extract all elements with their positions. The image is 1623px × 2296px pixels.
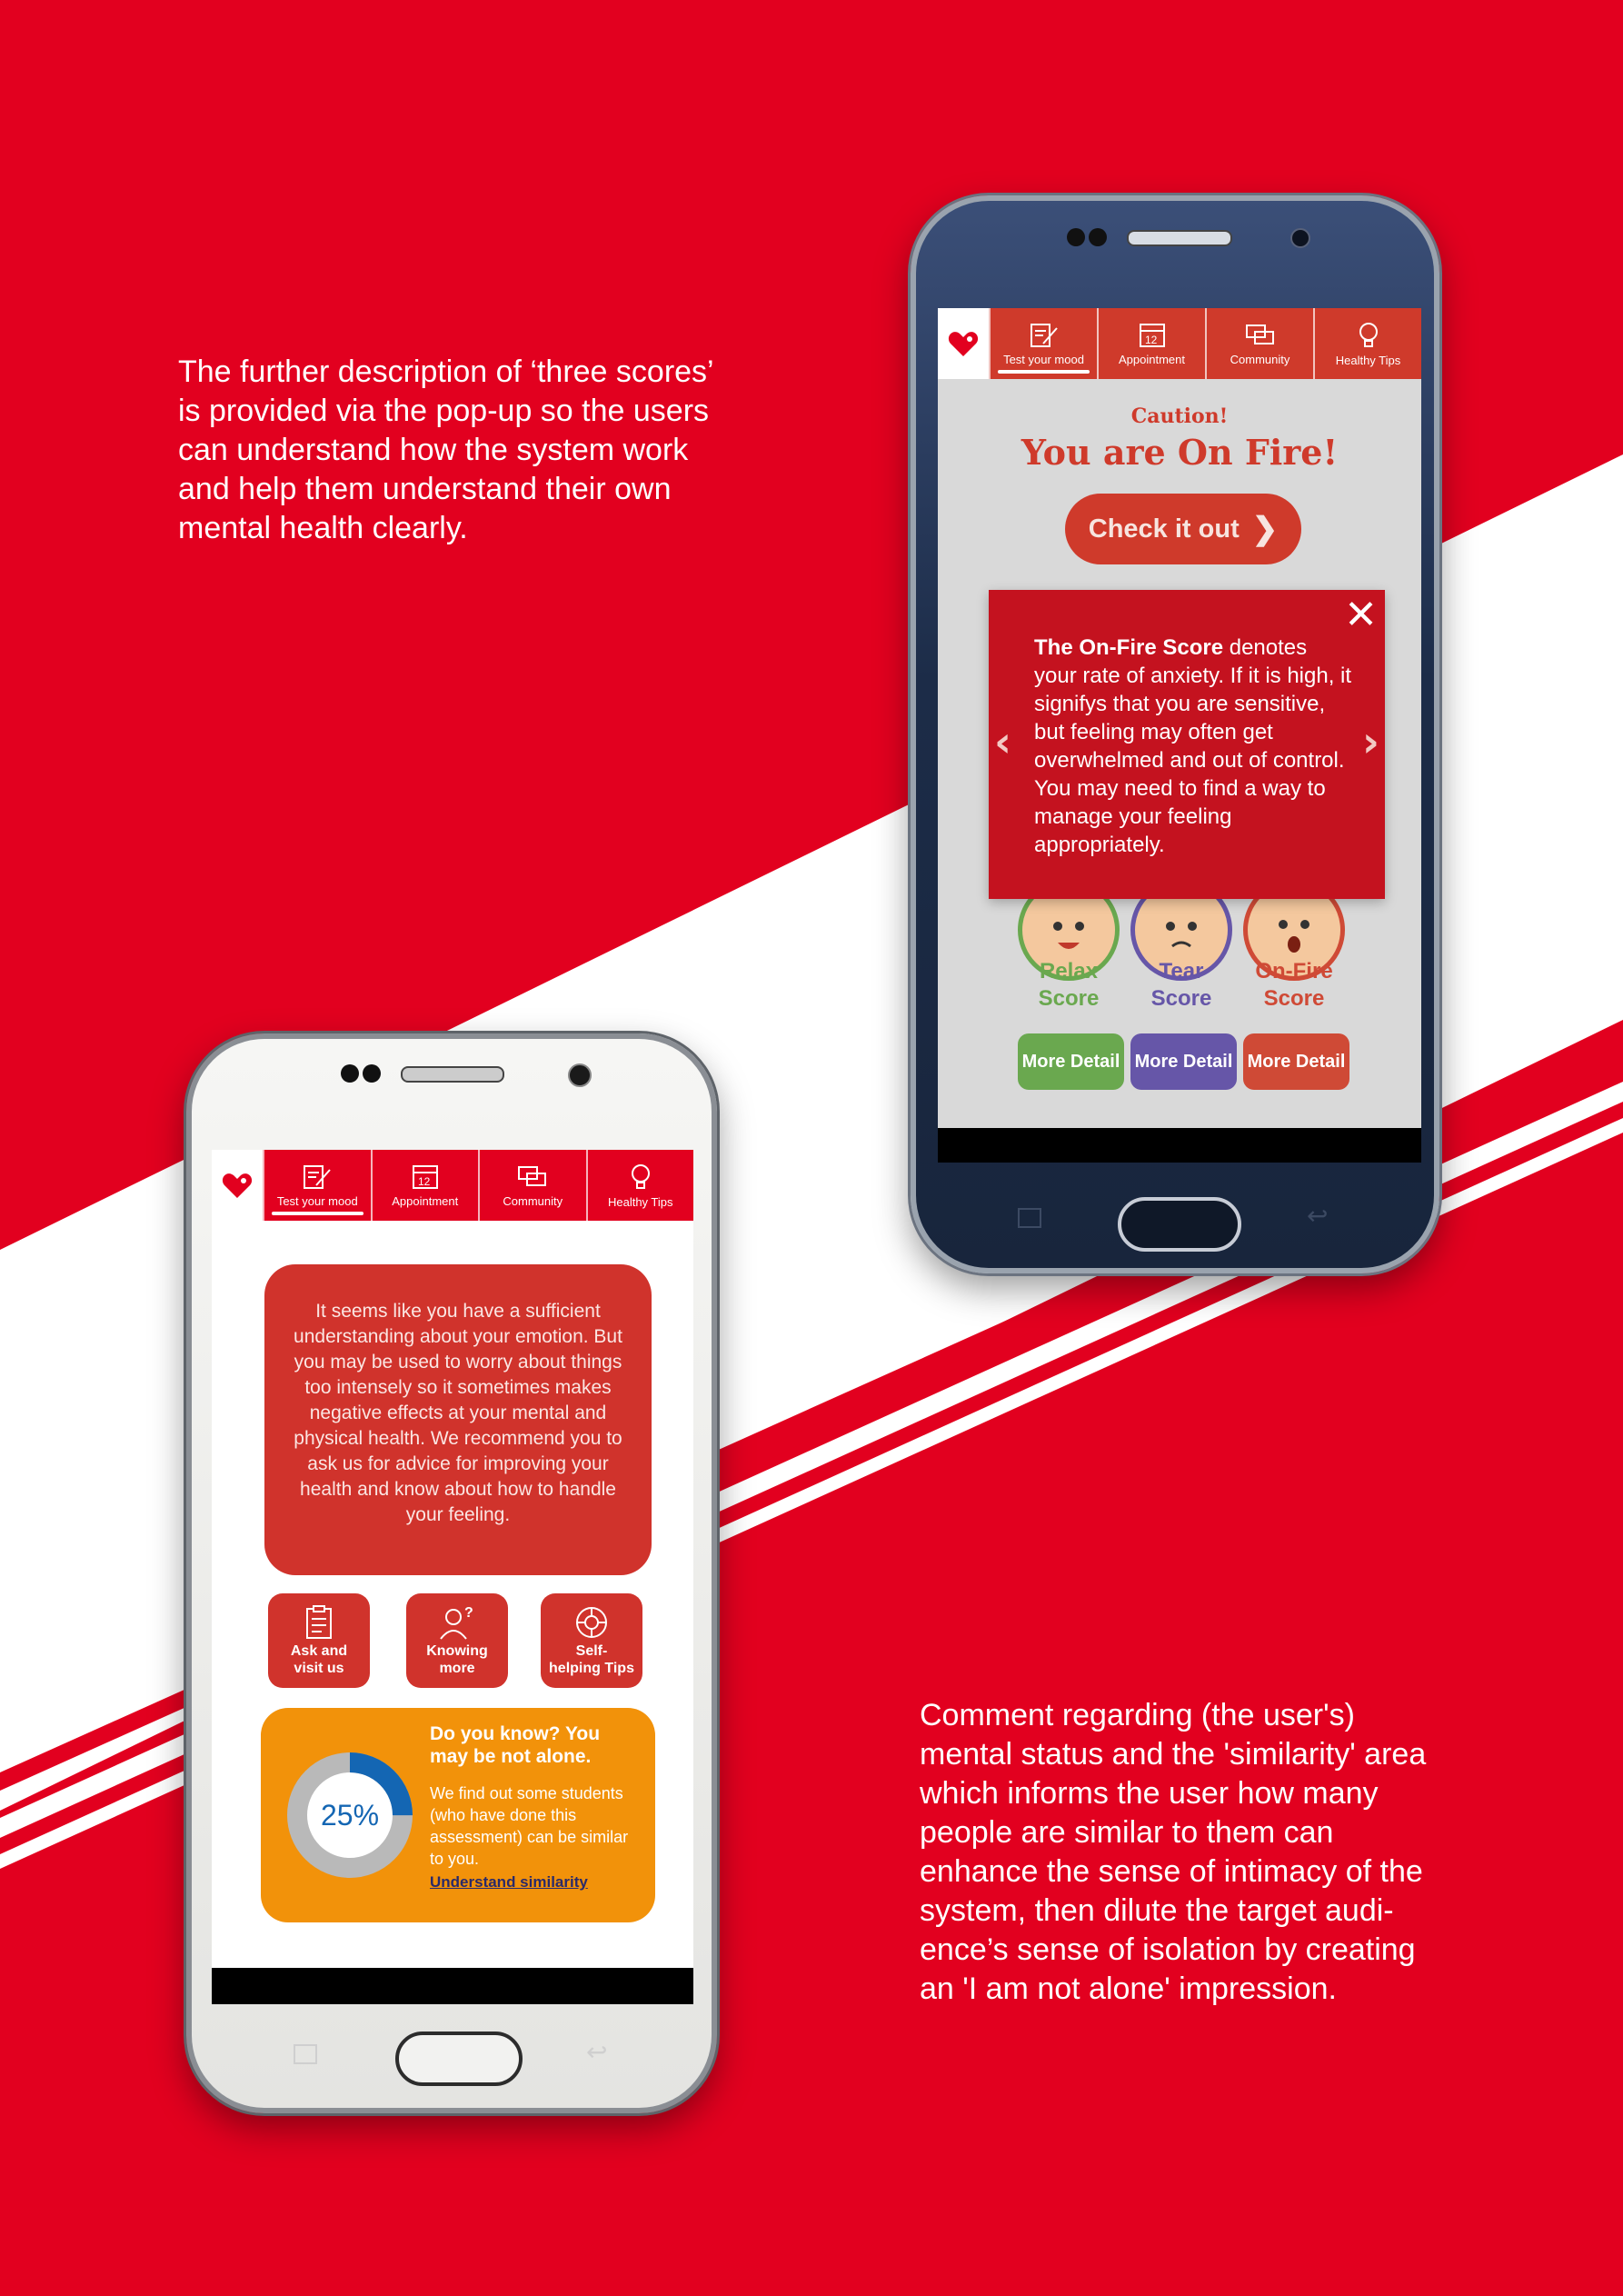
close-icon[interactable]: ✕ [1344,592,1378,638]
recent-apps-icon[interactable] [294,2044,317,2064]
calendar-icon [411,1163,440,1191]
sensor-dot [363,1064,381,1083]
app-nav-bar [938,308,1421,379]
description-top: The further description of ‘three scores’ is provided via the pop-up so the users can understand how the system work and help them understand their own mental health clearly. [178,354,714,545]
chevron-right-icon[interactable]: › [1362,717,1379,766]
person-question-icon [437,1604,477,1641]
tab-label: Appointment [392,1193,459,1208]
tab-label: Community [503,1193,563,1208]
popup-term: The On-Fire Score [1034,635,1224,660]
sensor-dot [1067,228,1085,246]
sensor-dot [1089,228,1107,246]
tear-score-label: Tear Score [1150,959,1212,1011]
advice-screen [212,1150,693,2004]
popup-description [1034,634,1352,859]
self-helping-tips-button[interactable] [541,1593,642,1688]
screen-bottom-bar [938,1128,1421,1163]
back-icon[interactable]: ↩ [1307,1201,1329,1231]
svg-text:12: 12 [1144,333,1157,346]
tab-healthy-tips[interactable] [1313,308,1421,379]
tab-label: Community [1230,352,1290,366]
tab-label: Test your mood [1003,352,1084,366]
lightbulb-icon [628,1163,653,1192]
tab-test-your-mood[interactable] [989,308,1097,379]
similarity-title: Do you know? You may be not alone. [430,1723,601,1767]
sensor-dot [341,1064,359,1083]
tab-label: Healthy Tips [607,1194,673,1209]
phone-mockup-top [911,195,1439,1273]
result-headline: You are On Fire! [1021,432,1339,473]
caution-label: Caution! [1130,404,1229,428]
mental-status-comment: It seems like you have a sufficient understanding about your emotion. But you may be used to worry about things too intensely so it sometimes makes negative effects at your mental and physical health. We recommend you to ask us for advice for improving your health and know about how to handle your feeling. [264,1264,652,1575]
popup-body: denotes your rate of anxiety. If it is high, it signifys that you are sensitive, but feeling may often get overwhelmed and out of control. You may need to find a way to manage your feeling appropriately. [1034,635,1352,857]
tab-appointment[interactable] [371,1150,479,1221]
tab-community[interactable] [1205,308,1313,379]
relax-score-label: Relax Score [1038,959,1100,1011]
chevron-right-icon: ❯ [1251,512,1279,546]
app-nav-bar [212,1150,693,1221]
check-it-out-button[interactable] [1065,494,1301,564]
heart-tag-icon[interactable] [938,308,989,379]
clipboard-icon [304,1604,334,1641]
speaker-grille [1127,230,1232,246]
svg-text:12: 12 [417,1174,431,1188]
similarity-text: We find out some students (who have done this assessment) can be similar to you. [430,1784,629,1868]
action-label: Self- helping Tips [549,1643,634,1676]
tab-label: Healthy Tips [1335,353,1401,367]
edit-note-icon [1029,322,1060,349]
chat-bubbles-icon [1244,322,1277,349]
calendar-icon [1138,322,1167,349]
tab-label: Test your mood [276,1193,358,1208]
phone-mockup-bottom [186,1033,717,2113]
lifebuoy-icon [573,1604,610,1641]
description-bottom: Comment regarding (the user's) mental status and the 'similarity' area which informs the user how many people are similar to them can enhance the sense of intimacy of the system, then dilute the target audi- ence’s sense of isolation by creating an 'I am not alone' impression. [920,1698,1427,2006]
relax-more-detail-button[interactable]: More Detail [1018,1033,1124,1090]
similarity-card [261,1708,655,1922]
home-button[interactable] [395,2031,523,2086]
ask-and-visit-button[interactable] [268,1593,370,1688]
back-icon[interactable]: ↩ [586,2037,608,2067]
front-camera [1290,228,1310,248]
edit-note-icon [302,1163,333,1191]
on-fire-score-label: On-Fire Score [1255,959,1333,1011]
tab-healthy-tips[interactable] [586,1150,694,1221]
home-button[interactable] [1118,1197,1241,1252]
svg-text:?: ? [464,1605,473,1621]
knowing-more-button[interactable] [406,1593,508,1688]
check-button-label: Check it out [1088,514,1240,544]
action-label: Knowing more [426,1643,488,1676]
front-camera [568,1063,592,1087]
screen-bottom-bar [212,1968,693,2004]
heart-tag-icon[interactable] [212,1150,263,1221]
action-label: Ask and visit us [290,1643,348,1676]
on-fire-more-detail-button[interactable]: More Detail [1243,1033,1349,1090]
tab-label: Appointment [1119,352,1185,366]
score-info-popup [989,590,1385,899]
tab-test-your-mood[interactable] [263,1150,371,1221]
chevron-left-icon[interactable]: ‹ [994,717,1011,766]
similarity-percent: 25% [320,1798,380,1832]
understand-similarity-link[interactable]: Understand similarity [430,1873,588,1891]
result-screen [938,308,1421,1163]
recent-apps-icon[interactable] [1018,1208,1041,1228]
tab-community[interactable] [478,1150,586,1221]
lightbulb-icon [1356,321,1381,350]
speaker-grille [401,1066,504,1083]
tab-appointment[interactable] [1097,308,1205,379]
tear-more-detail-button[interactable]: More Detail [1130,1033,1237,1090]
chat-bubbles-icon [516,1163,549,1191]
